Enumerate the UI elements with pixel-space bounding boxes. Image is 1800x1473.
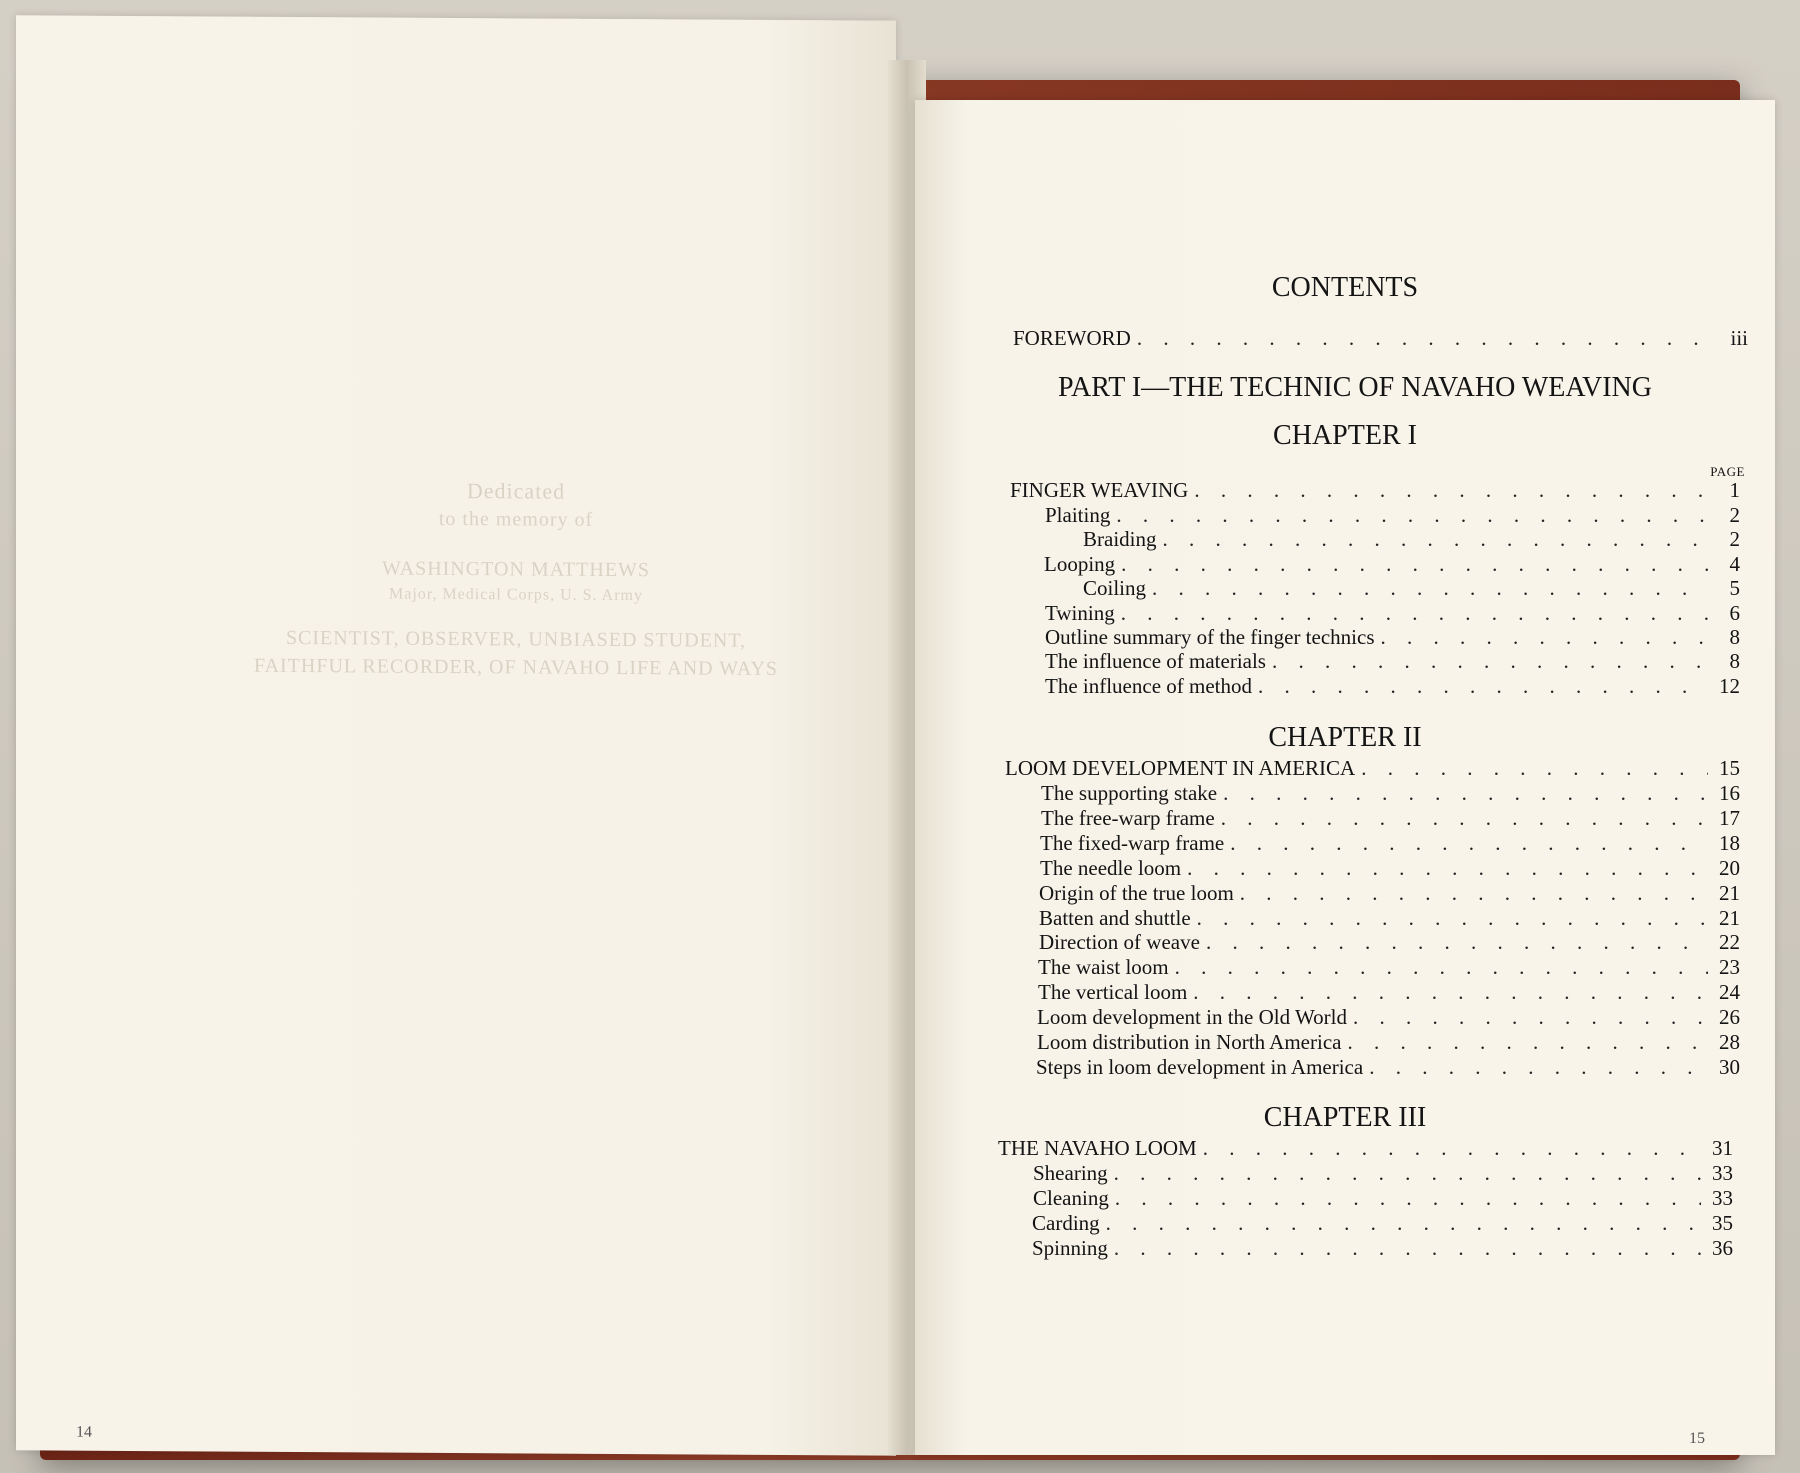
entry-label: Coiling [1083, 576, 1147, 600]
show-through-line-5: FAITHFUL RECORDER, OF NAVAHO LIFE AND WAYS [253, 654, 779, 680]
entry-page-number: 21 [1719, 906, 1740, 930]
dot-leader [1114, 1236, 1701, 1261]
dot-leader [1353, 1005, 1708, 1030]
show-through-heading: Dedicated [466, 478, 566, 504]
toc-entry-shearing[interactable] [1033, 1161, 1733, 1186]
toc-entry-origin-true-loom[interactable] [1039, 881, 1740, 906]
dot-leader [1230, 831, 1708, 856]
toc-entry-looping[interactable] [1044, 552, 1740, 577]
entry-label: Shearing [1033, 1161, 1108, 1185]
entry-page-number: 20 [1719, 856, 1740, 880]
entry-page-number: 22 [1719, 930, 1740, 954]
entry-label: Cleaning [1033, 1186, 1109, 1210]
left-page [16, 15, 896, 1455]
entry-page-number: 8 [1729, 625, 1740, 649]
toc-entry-free-warp-frame[interactable] [1041, 806, 1740, 831]
entry-label: The free-warp frame [1041, 806, 1215, 830]
toc-entry-influence-method[interactable] [1045, 674, 1740, 699]
entry-label: The needle loom [1040, 856, 1182, 880]
dot-leader [1152, 576, 1708, 601]
dot-leader [1206, 930, 1708, 955]
dot-leader [1223, 781, 1708, 806]
toc-entry-foreword[interactable] [1013, 326, 1748, 351]
entry-label: Twining [1045, 601, 1115, 625]
toc-entry-braiding[interactable] [1083, 527, 1740, 552]
entry-page-number: 26 [1719, 1005, 1740, 1029]
entry-label: Spinning [1032, 1236, 1108, 1260]
entry-page-number: 31 [1712, 1136, 1733, 1160]
toc-entry-needle-loom[interactable] [1040, 856, 1740, 881]
entry-label: THE NAVAHO LOOM [998, 1136, 1197, 1160]
entry-page-number: 24 [1719, 980, 1740, 1004]
toc-entry-spinning[interactable] [1032, 1236, 1733, 1261]
entry-label: FINGER WEAVING [1010, 478, 1189, 502]
show-through-line-3: Major, Medical Corps, U. S. Army [388, 585, 643, 605]
toc-chapter-2-title[interactable] [1005, 756, 1740, 781]
entry-label: The supporting stake [1041, 781, 1218, 805]
table-of-contents [915, 100, 1775, 1455]
toc-entry-north-america[interactable] [1037, 1030, 1740, 1055]
entry-label: Steps in loom development in America [1036, 1055, 1364, 1079]
dot-leader [1193, 980, 1708, 1005]
entry-page-number: 30 [1719, 1055, 1740, 1079]
toc-entry-plaiting[interactable] [1045, 503, 1740, 528]
entry-label: Origin of the true loom [1039, 881, 1234, 905]
toc-entry-fixed-warp-frame[interactable] [1040, 831, 1740, 856]
chapter-1-heading: CHAPTER I [1273, 420, 1417, 451]
entry-label: Direction of weave [1039, 930, 1200, 954]
dot-leader [1258, 674, 1708, 699]
contents-title: CONTENTS [1271, 272, 1419, 303]
dot-leader [1347, 1030, 1708, 1055]
dot-leader [1121, 601, 1708, 626]
left-page-number: 14 [76, 1423, 92, 1441]
entry-label: Loom development in the Old World [1037, 1005, 1347, 1029]
entry-label: Batten and shuttle [1039, 906, 1191, 930]
entry-page-number: 12 [1719, 674, 1740, 698]
entry-page-number: 33 [1712, 1161, 1733, 1185]
entry-page-number: 23 [1719, 955, 1740, 979]
entry-label: The influence of materials [1045, 649, 1266, 673]
entry-page-number: 4 [1729, 552, 1740, 576]
right-page [915, 100, 1775, 1455]
toc-entry-outline-summary[interactable] [1045, 625, 1740, 650]
entry-label: Braiding [1083, 527, 1157, 551]
dot-leader [1194, 478, 1708, 503]
toc-entry-vertical-loom[interactable] [1038, 980, 1740, 1005]
toc-entry-influence-materials[interactable] [1045, 649, 1740, 674]
dot-leader [1163, 527, 1709, 552]
entry-label: The fixed-warp frame [1040, 831, 1225, 855]
dot-leader [1114, 1161, 1701, 1186]
dot-leader [1106, 1211, 1701, 1236]
entry-page-number: 33 [1712, 1186, 1733, 1210]
entry-label: Looping [1044, 552, 1116, 576]
chapter-2-heading: CHAPTER II [1268, 722, 1422, 753]
entry-page-number: 1 [1729, 478, 1740, 502]
dot-leader [1272, 649, 1708, 674]
entry-page-number: iii [1730, 326, 1748, 350]
entry-page-number: 2 [1729, 527, 1740, 551]
dot-leader [1187, 856, 1708, 881]
show-through-line-1: to the memory of [438, 507, 594, 531]
entry-label: Outline summary of the finger technics [1045, 625, 1375, 649]
entry-page-number: 15 [1719, 756, 1740, 780]
dot-leader [1115, 1186, 1701, 1211]
chapter-3-heading: CHAPTER III [1263, 1102, 1427, 1133]
entry-page-number: 28 [1719, 1030, 1740, 1054]
dot-leader [1121, 552, 1708, 577]
entry-page-number: 5 [1729, 576, 1740, 600]
part-title: PART I—THE TECHNIC OF NAVAHO WEAVING [1058, 372, 1652, 403]
entry-page-number: 36 [1712, 1236, 1733, 1260]
entry-label: LOOM DEVELOPMENT IN AMERICA [1005, 756, 1356, 780]
show-through-line-2: WASHINGTON MATTHEWS [381, 557, 651, 582]
dot-leader [1116, 503, 1708, 528]
toc-entry-carding[interactable] [1032, 1211, 1733, 1236]
entry-page-number: 17 [1719, 806, 1740, 830]
entry-label: The influence of method [1045, 674, 1253, 698]
toc-entry-batten-shuttle[interactable] [1039, 906, 1740, 931]
toc-entry-direction-weave[interactable] [1039, 930, 1740, 955]
dot-leader [1361, 756, 1708, 781]
dot-leader [1197, 906, 1708, 931]
entry-label: The waist loom [1038, 955, 1169, 979]
entry-label: Loom distribution in North America [1037, 1030, 1342, 1054]
entry-page-number: 21 [1719, 881, 1740, 905]
dot-leader [1369, 1055, 1708, 1080]
toc-entry-supporting-stake[interactable] [1041, 781, 1740, 806]
entry-label: Plaiting [1045, 503, 1111, 527]
page-column-header: PAGE [1710, 464, 1745, 479]
show-through-line-4: SCIENTIST, OBSERVER, UNBIASED STUDENT, [285, 626, 747, 652]
dot-leader [1221, 806, 1708, 831]
entry-label: Carding [1032, 1211, 1100, 1235]
dot-leader [1175, 955, 1708, 980]
toc-entry-coiling[interactable] [1083, 576, 1740, 601]
toc-entry-twining[interactable] [1045, 601, 1740, 626]
entry-page-number: 18 [1719, 831, 1740, 855]
entry-page-number: 2 [1729, 503, 1740, 527]
entry-page-number: 6 [1729, 601, 1740, 625]
toc-entry-steps-loom[interactable] [1036, 1055, 1740, 1080]
entry-page-number: 35 [1712, 1211, 1733, 1235]
toc-chapter-3-title[interactable] [998, 1136, 1733, 1161]
right-page-number: 15 [1689, 1430, 1705, 1447]
toc-entry-cleaning[interactable] [1033, 1186, 1733, 1211]
entry-page-number: 8 [1729, 649, 1740, 673]
entry-page-number: 16 [1719, 781, 1740, 805]
toc-entry-old-world[interactable] [1037, 1005, 1740, 1030]
dot-leader [1240, 881, 1708, 906]
dot-leader [1203, 1136, 1701, 1161]
entry-label: FOREWORD [1013, 326, 1131, 350]
entry-label: The vertical loom [1038, 980, 1188, 1004]
toc-chapter-1-title[interactable] [1010, 478, 1740, 503]
dot-leader [1137, 326, 1716, 351]
dot-leader [1381, 625, 1709, 650]
toc-entry-waist-loom[interactable] [1038, 955, 1740, 980]
